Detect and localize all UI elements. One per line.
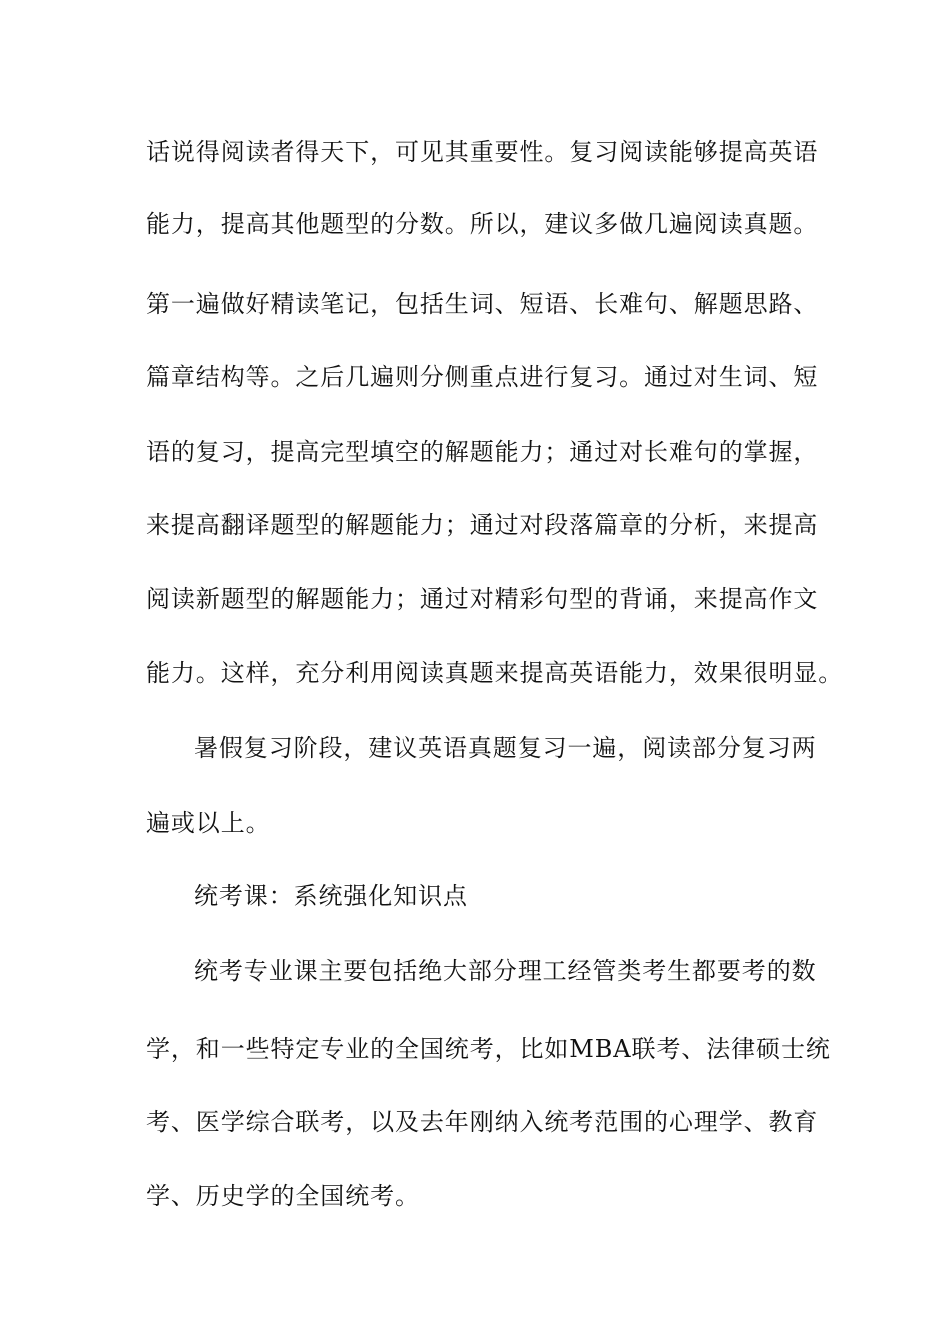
text-line: 阅读新题型的解题能力；通过对精彩句型的背诵，来提高作文: [146, 585, 819, 613]
text-line: 篇章结构等。之后几遍则分侧重点进行复习。通过对生词、短: [146, 363, 819, 391]
text-line: 学、历史学的全国统考。: [146, 1182, 420, 1210]
text-line: 考、医学综合联考，以及去年刚纳入统考范围的心理学、教育: [146, 1108, 819, 1136]
text-line: 学，和一些特定专业的全国统考，比如MBA联考、法律硕士统: [146, 1035, 831, 1063]
text-line: 能力，提高其他题型的分数。所以，建议多做几遍阅读真题。: [146, 210, 819, 238]
text-line: 遍或以上。: [146, 809, 271, 837]
text-line: 话说得阅读者得天下，可见其重要性。复习阅读能够提高英语: [146, 138, 819, 166]
text-line: 语的复习，提高完型填空的解题能力；通过对长难句的掌握，: [146, 438, 819, 466]
text-line: 第一遍做好精读笔记，包括生词、短语、长难句、解题思路、: [146, 290, 819, 318]
section-heading: 统考课：系统强化知识点: [194, 882, 468, 910]
text-line: 能力。这样，充分利用阅读真题来提高英语能力，效果很明显。: [146, 659, 844, 687]
paragraph-first-line: 暑假复习阶段，建议英语真题复习一遍，阅读部分复习两: [194, 734, 817, 762]
paragraph-first-line: 统考专业课主要包括绝大部分理工经管类考生都要考的数: [194, 957, 817, 985]
text-line: 来提高翻译题型的解题能力；通过对段落篇章的分析，来提高: [146, 511, 819, 539]
